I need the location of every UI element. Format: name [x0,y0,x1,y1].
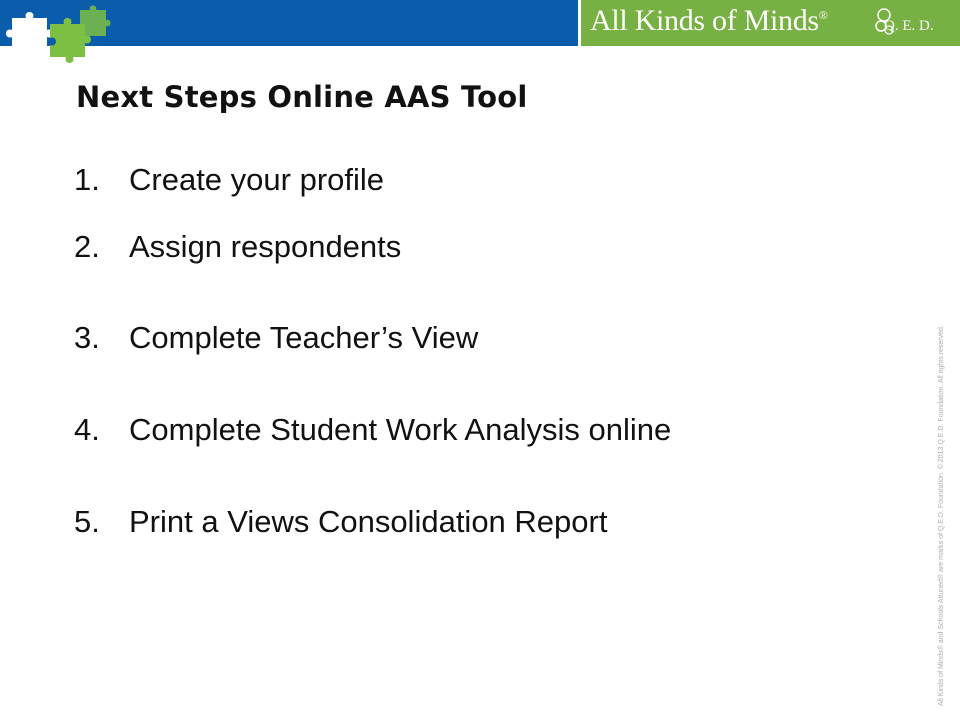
step-text: Print a Views Consolidation Report [129,504,608,539]
brand-name: All Kinds of Minds® [590,4,828,37]
partner-name: Q. E. D. [884,18,934,34]
step-item [74,162,384,198]
copyright-notice: All Kinds of Minds® and Schools Attuned® are marks of Q.E.D. Foundation. © 2013 Q.E.D. Foundation. All rights reserved. [938,325,945,706]
step-number: 1. [74,162,100,197]
step-number: 5. [74,504,100,539]
step-text: Complete Student Work Analysis online [129,412,672,447]
step-item [74,320,478,356]
slide-title: Next Steps Online AAS Tool [76,80,528,114]
step-item [74,504,607,540]
step-text: Create your profile [129,162,385,197]
step-item [74,229,401,265]
step-number: 3. [74,320,100,355]
step-number: 4. [74,412,100,447]
step-text: Complete Teacher’s View [129,320,479,355]
step-item [74,412,671,448]
step-number: 2. [74,229,100,264]
step-text: Assign respondents [129,229,402,264]
steps-list [74,0,894,720]
